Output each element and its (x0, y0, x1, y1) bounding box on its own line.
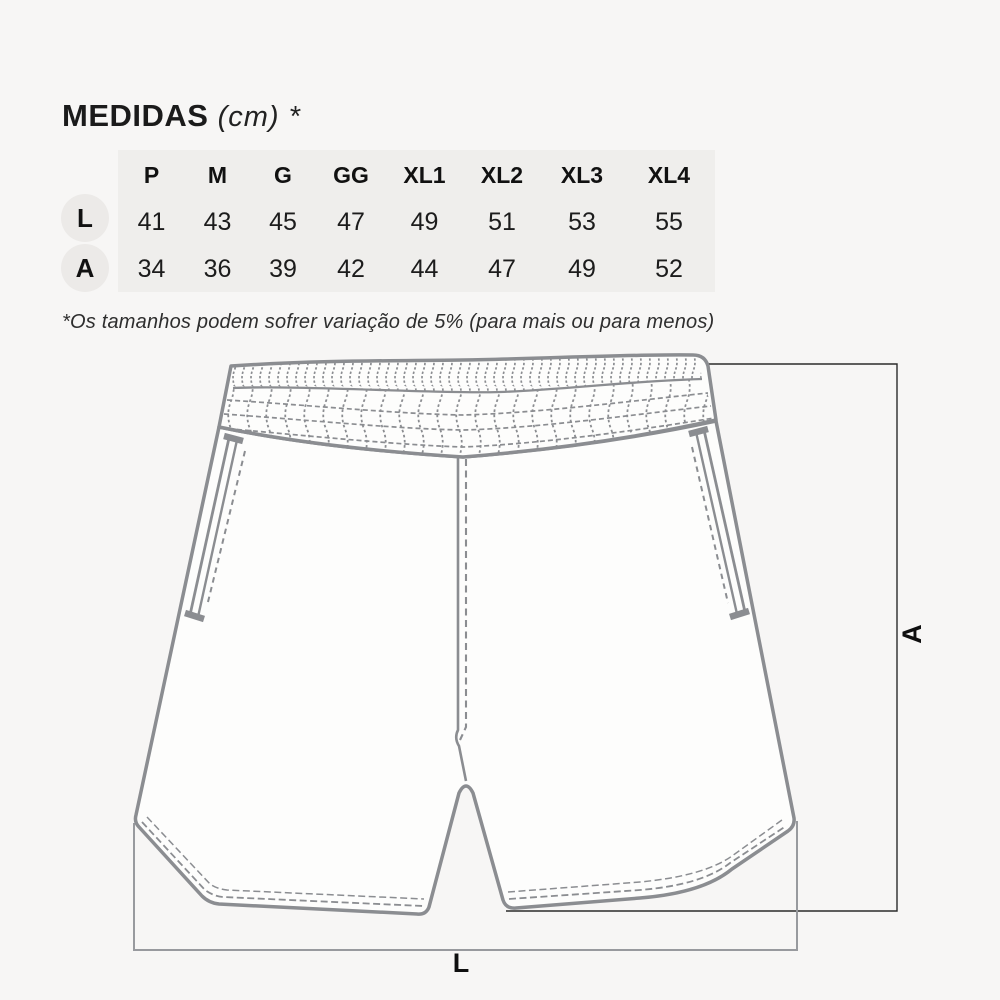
table-cell: 39 (269, 255, 297, 283)
table-cell: 42 (337, 255, 365, 283)
table-cell: 34 (137, 255, 166, 283)
col-header: XL4 (647, 162, 691, 188)
table-row-a (118, 246, 715, 293)
height-label: A (897, 624, 927, 644)
unit-text: (cm) * (217, 101, 301, 133)
table-cell: 49 (568, 255, 596, 283)
table-cell: 43 (203, 208, 232, 236)
col-header: XL3 (560, 162, 604, 188)
table-cell: 55 (655, 208, 683, 236)
width-label: L (452, 948, 470, 978)
table-cell: 45 (269, 208, 297, 236)
page-title (62, 98, 301, 134)
table-cell: 41 (137, 208, 166, 236)
title-unit (218, 101, 301, 133)
size-table-header-row (118, 152, 715, 199)
table-cell: 47 (488, 255, 516, 283)
col-header: G (274, 162, 292, 188)
table-cell: 44 (410, 255, 439, 283)
col-header: XL1 (403, 162, 446, 188)
table-cell: 49 (410, 208, 439, 236)
row-badge-length (61, 194, 109, 242)
table-cell: 36 (203, 255, 232, 283)
col-header: P (143, 162, 160, 188)
row-badge-width (61, 244, 109, 292)
size-variation-footnote: *Os tamanhos podem sofrer variação de 5% (para mais ou para menos) (62, 311, 715, 333)
table-row-l (118, 199, 715, 246)
title-text: MEDIDAS (62, 98, 209, 133)
table-cell: 51 (488, 208, 516, 236)
shorts-technical-drawing (0, 340, 1000, 1000)
row-badge-label: L (77, 202, 93, 233)
col-header: GG (333, 162, 369, 188)
table-cell: 52 (655, 255, 683, 283)
col-header: M (207, 162, 228, 188)
row-badge-label: A (75, 252, 95, 283)
col-header: XL2 (480, 162, 524, 188)
size-table (118, 150, 715, 292)
table-cell: 53 (568, 208, 596, 236)
table-cell: 47 (337, 208, 365, 236)
